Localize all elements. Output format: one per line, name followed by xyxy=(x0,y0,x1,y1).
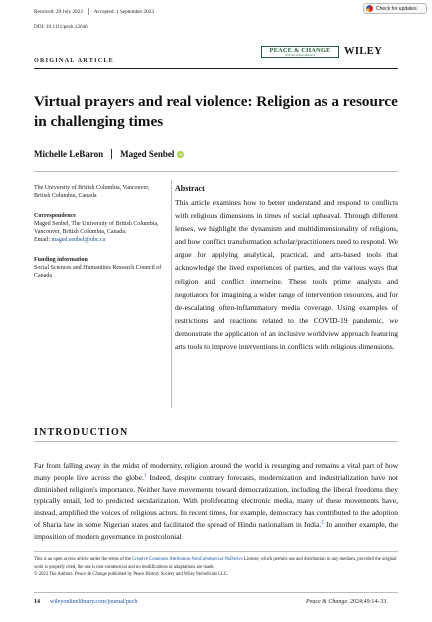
affiliation: The University of British Columbia, Vancouver, British Columbia, Canada xyxy=(34,185,150,199)
introduction-paragraph xyxy=(34,460,398,543)
journal-logo[interactable] xyxy=(261,46,339,58)
page-number: 14 xyxy=(34,599,40,605)
email-line xyxy=(34,236,164,244)
publisher-logo[interactable]: WILEY xyxy=(344,46,383,57)
abstract-text: This article examines how to better understand and respond to conflicts with religious dimensions in times of social upheaval. Through different lenses, we highlight the dynamism and multidimensionality of religions, and how conflict transformation scholar/practitioners need to respond. We argue for applying analytical, practical, and arts-based tools that acknowledge the lived experiences of parties, and the various ways that religion and conflict intertwine. These tools prime analysts and negotiators for imagining a wider range of intervention resources, and for de-escalating often-inflammatory media coverage. Using examples of restrictions and reactions related to the COVID-19 pandemic, we demonstrate the application of an inclusive worldview approach featuring arts tools to improve interventions in conflicts with religious dimensions. xyxy=(175,198,398,352)
intro-text-3: In another example, the imposition of modern governance in postcolonial xyxy=(34,519,398,541)
license-pre: This is an open access article under the terms of the xyxy=(34,557,133,562)
section-label: ORIGINAL ARTICLE xyxy=(34,57,115,64)
author-divider xyxy=(34,171,398,172)
dates-line xyxy=(34,8,154,15)
copyright-pre: © 2023 The Authors. xyxy=(34,572,75,578)
footnote-ref-2[interactable]: 2 xyxy=(321,520,324,526)
citation-line xyxy=(306,599,388,605)
journal-url-link[interactable]: wileyonlinelibrary.com/journal/pech xyxy=(50,599,138,605)
article-sidebar xyxy=(34,184,164,280)
author-list xyxy=(34,149,184,159)
footer-divider xyxy=(34,592,398,593)
author-senbel[interactable]: Maged Senbel xyxy=(120,149,175,159)
intro-text-1: Far from falling away in the midst of modernity, religion around the world is resurging and remains a vital part of how many people live across the globe. xyxy=(34,461,398,482)
footnote-ref-1[interactable]: 1 xyxy=(143,473,147,479)
introduction-heading: INTRODUCTION xyxy=(34,427,129,438)
citation-journal: Peace & Change xyxy=(306,599,347,605)
author-separator xyxy=(111,149,112,159)
journal-name: PEACE & CHANGE xyxy=(269,47,331,54)
author-lebaron[interactable]: Michelle LeBaron xyxy=(34,149,104,159)
article-title: Virtual prayers and real violence: Religion as a resource in challenging times xyxy=(34,93,398,130)
copyright-post: published by Peace History Society and Wiley Periodicals LLC. xyxy=(106,572,229,578)
column-divider xyxy=(171,180,172,408)
funding-text: Social Sciences and Humanities Research Council of Canada xyxy=(34,265,162,279)
check-for-updates-label: Check for updates xyxy=(376,5,417,12)
license-note xyxy=(34,556,398,579)
journal-tagline: A Journal of Peace Research xyxy=(284,54,316,57)
date-separator xyxy=(88,8,89,15)
license-post: License, which permits use and distribution in any medium, provided the original work is properly cited, the use is non-commercial and no modifications or adaptations are made. xyxy=(34,557,397,570)
license-divider xyxy=(34,551,398,552)
correspondence-heading: Correspondence xyxy=(34,213,76,219)
funding-heading: Funding information xyxy=(34,257,88,263)
introduction-divider xyxy=(34,441,398,442)
license-link[interactable]: Creative Commons Attribution-NonCommercial-NoDerivs xyxy=(132,557,243,562)
orcid-icon[interactable]: iD xyxy=(178,151,183,157)
check-for-updates-button[interactable] xyxy=(363,3,427,14)
copyright-journal: Peace & Change xyxy=(74,572,107,578)
accepted-date: Accepted: 1 September 2023 xyxy=(93,8,154,15)
crossmark-icon xyxy=(366,5,373,12)
email-label: Email: xyxy=(34,237,52,243)
intro-text-2: Indeed, despite contrary forecasts, modernization and industrialization have not diminished religion's importance. Neither have movements toward democratization, including the liberal freedoms they typically entail, led to predicted secularization. With proliferating electronic media, many of these movements have, instead, amplified the voices of religious actors. In recent times, for example, democracy has contributed to the adoption of Sharia law in some Nigerian states and facilitated the spread of Hindu nationalism in India. xyxy=(34,472,398,529)
citation-details: . 2024;49:14–33. xyxy=(347,599,388,605)
email-link[interactable]: maged.senbel@ubc.ca xyxy=(51,237,106,243)
abstract-heading: Abstract xyxy=(175,184,205,193)
doi: DOI: 10.1111/pech.12646 xyxy=(34,24,88,30)
header-divider xyxy=(34,68,398,69)
correspondence-text: Maged Senbel, The University of British Columbia, Vancouver, British Columbia, Canada. xyxy=(34,221,159,235)
received-date: Received: 29 July 2023 xyxy=(34,8,83,15)
